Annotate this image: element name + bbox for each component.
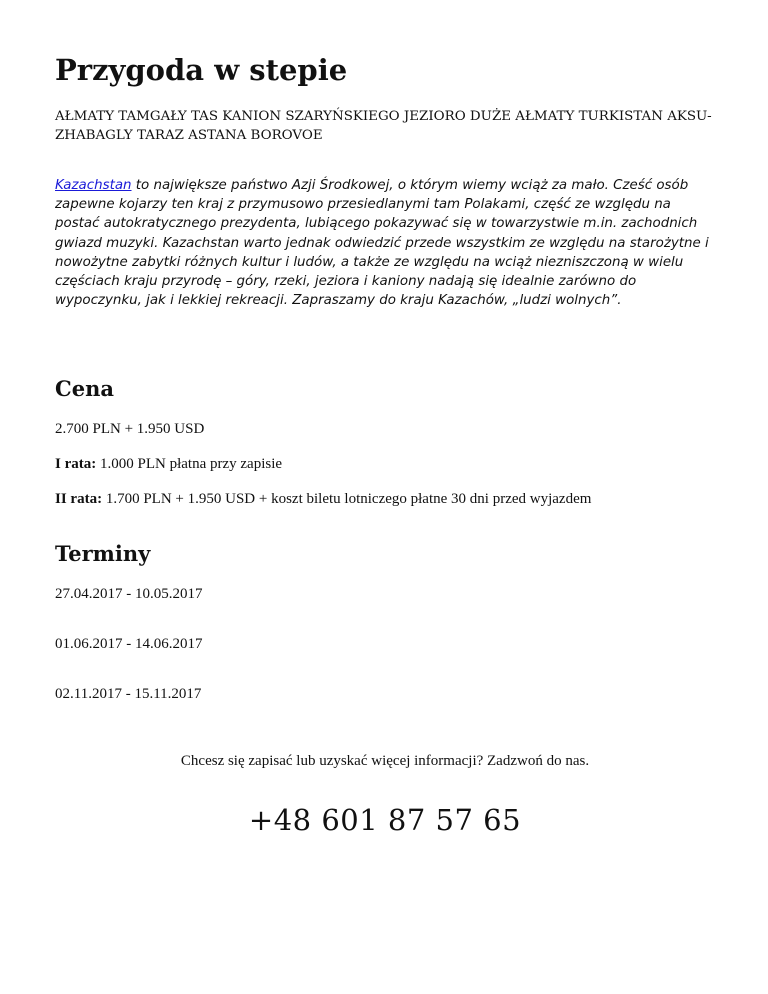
contact-cta: Chcesz się zapisać lub uzyskać więcej informacji? Zadzwoń do nas.: [180, 753, 590, 769]
rate-2-label: II rata:: [55, 491, 103, 507]
date-item: 01.06.2017 - 14.06.2017: [55, 636, 203, 652]
price-heading: Cena: [55, 376, 114, 401]
dates-heading: Terminy: [55, 541, 151, 566]
date-item: 27.04.2017 - 10.05.2017: [55, 586, 203, 602]
rate-1-label: I rata:: [55, 456, 97, 472]
kazakhstan-link[interactable]: Kazachstan: [55, 178, 132, 193]
rate-1-text: 1.000 PLN płatna przy zapisie: [96, 456, 283, 472]
date-item: 02.11.2017 - 15.11.2017: [55, 686, 202, 702]
price-total: 2.700 PLN + 1.950 USD: [55, 421, 205, 437]
rate-1: [55, 455, 282, 473]
rate-2: [55, 490, 591, 508]
rate-2-text: 1.700 PLN + 1.950 USD + koszt biletu lotniczego płatne 30 dni przed wyjazdem: [102, 491, 592, 507]
phone-number: +48 601 87 57 65: [248, 803, 522, 837]
itinerary-places: AŁMATY TAMGAŁY TAS KANION SZARYŃSKIEGO JEZIORO DUŻE AŁMATY TURKISTAN AKSU-ZHABAGLY TARAZ ASTANA BOROVOE: [55, 109, 712, 143]
intro-paragraph: [55, 176, 715, 310]
intro-text: to największe państwo Azji Środkowej, o którym wiemy wciąż za mało. Cześć osób zapewne kojarzy ten kraj z przymusowo przesiedlanymi tam Polakami, część ze względu na postać autokratycznego prezydenta, lubiącego pokazywać się w towarzystwie m.in. zachodnich gwiazd muzyki. Kazachstan warto jednak odwiedzić przede wszystkim ze względu na starożytne i nowożytne zabytki różnych kultur i ludów, a także ze względu na wciąż niezniszczoną w wielu częściach kraju przyrodę – góry, rzeki, jeziora i kaniony nadają się idealnie zarówno do wypoczynku, jak i lekkiej rekreacji. Zapraszamy do kraju Kazachów, „ludzi wolnych”.: [55, 178, 709, 309]
page-title: Przygoda w stepie: [55, 53, 348, 87]
